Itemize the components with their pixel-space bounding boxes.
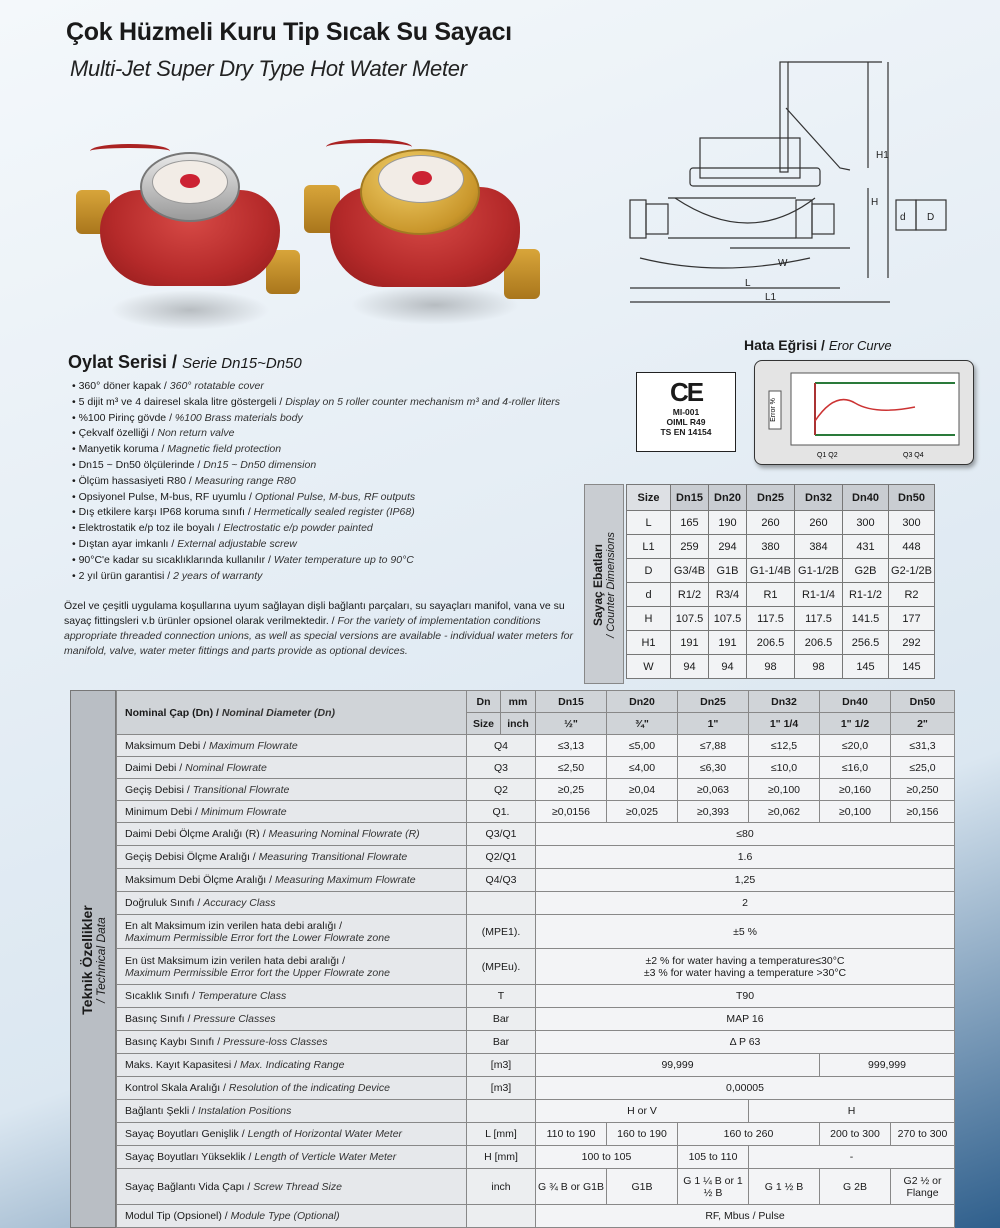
table-cell: 256.5 bbox=[843, 631, 889, 655]
row-label: Geçiş Debisi Ölçme Aralığı / Measuring Transitional Flowrate bbox=[117, 846, 467, 869]
table-cell: H [mm] bbox=[467, 1146, 536, 1169]
table-cell: ≤80 bbox=[536, 823, 955, 846]
table-cell: ≤20,0 bbox=[820, 735, 891, 757]
table-cell: Q3/Q1 bbox=[467, 823, 536, 846]
table-row bbox=[117, 949, 955, 985]
table-cell: 1,25 bbox=[536, 869, 955, 892]
table-cell: 0,00005 bbox=[536, 1077, 955, 1100]
table-header-cell: Dn15 bbox=[671, 485, 709, 511]
table-cell: ≥0,100 bbox=[749, 779, 820, 801]
row-label: Modul Tip (Opsionel) / Module Type (Optional) bbox=[117, 1205, 467, 1228]
table-cell: G 2B bbox=[820, 1169, 891, 1205]
table-row bbox=[627, 607, 935, 631]
row-label: Doğruluk Sınıfı / Accuracy Class bbox=[117, 892, 467, 915]
table-cell: 107.5 bbox=[709, 607, 747, 631]
table-cell: 94 bbox=[671, 655, 709, 679]
table-cell: Q2 bbox=[467, 779, 536, 801]
table-cell: R1 bbox=[747, 583, 795, 607]
table-cell: G2-1/2B bbox=[889, 559, 935, 583]
feature-item: • Dn15 ~ Dn50 ölçülerinde / Dn15 ~ Dn50 dimension bbox=[72, 458, 560, 474]
page-title: Çok Hüzmeli Kuru Tip Sıcak Su Sayacı bbox=[66, 18, 512, 46]
row-label: En alt Maksimum izin verilen hata debi aralığı / Maximum Permissible Error fort the Lower Flowrate zone bbox=[117, 915, 467, 949]
nominal-diameter-label: Nominal Çap (Dn) / Nominal Diameter (Dn) bbox=[117, 691, 467, 735]
table-cell: Q4/Q3 bbox=[467, 869, 536, 892]
table-cell: 191 bbox=[671, 631, 709, 655]
table-cell: 206.5 bbox=[795, 631, 843, 655]
table-cell: ≤7,88 bbox=[678, 735, 749, 757]
table-row bbox=[117, 1054, 955, 1077]
row-label: Daimi Debi Ölçme Aralığı (R) / Measuring Nominal Flowrate (R) bbox=[117, 823, 467, 846]
svg-text:Error %: Error % bbox=[770, 398, 777, 422]
table-cell: 380 bbox=[747, 535, 795, 559]
table-header-cell: Dn40 bbox=[843, 485, 889, 511]
table-row bbox=[117, 915, 955, 949]
table-cell: (MPEu). bbox=[467, 949, 536, 985]
dim-W-label: W bbox=[778, 258, 788, 269]
table-cell: 300 bbox=[843, 511, 889, 535]
table-row bbox=[627, 583, 935, 607]
table-row bbox=[117, 1123, 955, 1146]
table-cell: 98 bbox=[747, 655, 795, 679]
row-label: Kontrol Skala Aralığı / Resolution of the indicating Device bbox=[117, 1077, 467, 1100]
table-row bbox=[117, 801, 955, 823]
table-cell: ≥0,393 bbox=[678, 801, 749, 823]
table-cell: G 1 ½ B bbox=[749, 1169, 820, 1205]
table-cell: G1B bbox=[607, 1169, 678, 1205]
table-row bbox=[117, 1008, 955, 1031]
table-cell: [m3] bbox=[467, 1077, 536, 1100]
table-header-cell: Dn32 bbox=[795, 485, 843, 511]
row-label: En üst Maksimum izin verilen hata debi aralığı / Maximum Permissible Error fort the Upper Flowrate zone bbox=[117, 949, 467, 985]
table-cell: L [mm] bbox=[467, 1123, 536, 1146]
table-cell: ≥0,100 bbox=[820, 801, 891, 823]
table-cell: d bbox=[627, 583, 671, 607]
table-row bbox=[117, 823, 955, 846]
table-row bbox=[117, 869, 955, 892]
table-cell: L1 bbox=[627, 535, 671, 559]
table-cell: 270 to 300 bbox=[891, 1123, 955, 1146]
table-cell: Q4 bbox=[467, 735, 536, 757]
row-label: Geçiş Debisi / Transitional Flowrate bbox=[117, 779, 467, 801]
error-axis-label bbox=[769, 391, 781, 429]
table-header-cell: Dn25 bbox=[747, 485, 795, 511]
table-cell: 191 bbox=[709, 631, 747, 655]
table-cell: 99,999 bbox=[536, 1054, 820, 1077]
cert-line: TS EN 14154 bbox=[660, 427, 712, 437]
table-cell: R1/2 bbox=[671, 583, 709, 607]
feature-item: • 2 yıl ürün garantisi / 2 years of warranty bbox=[72, 569, 560, 585]
table-cell: W bbox=[627, 655, 671, 679]
table-cell: D bbox=[627, 559, 671, 583]
feature-item: • Çekvalf özelliği / Non return valve bbox=[72, 426, 560, 442]
cert-line: MI-001 bbox=[672, 407, 700, 417]
feature-list bbox=[72, 379, 560, 584]
table-cell: ≤3,13 bbox=[536, 735, 607, 757]
table-cell: [m3] bbox=[467, 1054, 536, 1077]
row-label: Maksimum Debi / Maximum Flowrate bbox=[117, 735, 467, 757]
table-cell: 999,999 bbox=[820, 1054, 955, 1077]
table-cell: ≥0,25 bbox=[536, 779, 607, 801]
table-cell: 300 bbox=[889, 511, 935, 535]
dim-L1-label: L1 bbox=[765, 292, 777, 303]
table-cell: 105 to 110 bbox=[678, 1146, 749, 1169]
row-label: Basınç Sınıfı / Pressure Classes bbox=[117, 1008, 467, 1031]
table-cell: 260 bbox=[747, 511, 795, 535]
row-label: Sayaç Boyutları Yükseklik / Length of Verticle Water Meter bbox=[117, 1146, 467, 1169]
table-cell: ≤4,00 bbox=[607, 757, 678, 779]
table-cell: 190 bbox=[709, 511, 747, 535]
feature-item: • Elektrostatik e/p toz ile boyalı / Electrostatic e/p powder painted bbox=[72, 521, 560, 537]
table-row bbox=[117, 1100, 955, 1123]
table-cell: ≥0,250 bbox=[891, 779, 955, 801]
table-header-row bbox=[627, 485, 935, 511]
row-label: Daimi Debi / Nominal Flowrate bbox=[117, 757, 467, 779]
table-cell: R3/4 bbox=[709, 583, 747, 607]
x-label-q1q2: Q1 Q2 bbox=[817, 452, 838, 459]
table-cell: 98 bbox=[795, 655, 843, 679]
table-cell: ≤2,50 bbox=[536, 757, 607, 779]
dimensions-table bbox=[626, 484, 935, 679]
table-cell: 200 to 300 bbox=[820, 1123, 891, 1146]
table-cell: ≤10,0 bbox=[749, 757, 820, 779]
table-cell: Δ P 63 bbox=[536, 1031, 955, 1054]
table-row bbox=[627, 631, 935, 655]
error-curve-chart bbox=[754, 360, 974, 465]
table-cell: T bbox=[467, 985, 536, 1008]
page-subtitle: Multi-Jet Super Dry Type Hot Water Meter bbox=[70, 56, 467, 81]
dim-H1-label: H1 bbox=[876, 150, 889, 161]
table-cell: H bbox=[749, 1100, 955, 1123]
table-cell: 448 bbox=[889, 535, 935, 559]
row-label: Maks. Kayıt Kapasitesi / Max. Indicating Range bbox=[117, 1054, 467, 1077]
table-cell: 145 bbox=[889, 655, 935, 679]
table-row bbox=[117, 1077, 955, 1100]
table-cell: ≥0,04 bbox=[607, 779, 678, 801]
error-curve-title: Hata Eğrisi / Eror Curve bbox=[744, 337, 892, 353]
table-row bbox=[117, 735, 955, 757]
technical-side-label: Teknik Özellikler / Technical Data bbox=[70, 690, 116, 1228]
table-cell: ≤16,0 bbox=[820, 757, 891, 779]
table-cell: G1-1/2B bbox=[795, 559, 843, 583]
feature-item: • Ölçüm hassasiyeti R80 / Measuring range R80 bbox=[72, 474, 560, 490]
certification-box bbox=[636, 372, 736, 452]
table-cell: ≥0,063 bbox=[678, 779, 749, 801]
table-cell: H bbox=[627, 607, 671, 631]
table-cell: 107.5 bbox=[671, 607, 709, 631]
table-cell: ≥0,156 bbox=[891, 801, 955, 823]
series-title-tr: Oylat Serisi / bbox=[68, 352, 178, 372]
feature-item: • Manyetik koruma / Magnetic field protection bbox=[72, 442, 560, 458]
table-row bbox=[117, 1146, 955, 1169]
table-cell: G1-1/4B bbox=[747, 559, 795, 583]
row-label: Sayaç Bağlantı Vida Çapı / Screw Thread Size bbox=[117, 1169, 467, 1205]
table-row bbox=[117, 846, 955, 869]
table-cell: (MPE1). bbox=[467, 915, 536, 949]
feature-item: • 360° döner kapak / 360° rotatable cover bbox=[72, 379, 560, 395]
dim-L-label: L bbox=[745, 278, 751, 289]
table-cell: 100 to 105 bbox=[536, 1146, 678, 1169]
table-cell: H1 bbox=[627, 631, 671, 655]
table-row bbox=[627, 559, 935, 583]
table-cell: 160 to 260 bbox=[678, 1123, 820, 1146]
table-cell: 160 to 190 bbox=[607, 1123, 678, 1146]
table-cell: ≥0,062 bbox=[749, 801, 820, 823]
table-cell: G 1 ¼ B or 1 ½ B bbox=[678, 1169, 749, 1205]
table-cell: 165 bbox=[671, 511, 709, 535]
row-label: Basınç Kaybı Sınıfı / Pressure-loss Classes bbox=[117, 1031, 467, 1054]
table-row bbox=[117, 892, 955, 915]
row-label: Maksimum Debi Ölçme Aralığı / Measuring Maximum Flowrate bbox=[117, 869, 467, 892]
table-cell: ≥0,0156 bbox=[536, 801, 607, 823]
table-cell: 1.6 bbox=[536, 846, 955, 869]
feature-item: • 90°C'e kadar su sıcaklıklarında kullanılır / Water temperature up to 90°C bbox=[72, 553, 560, 569]
table-row bbox=[627, 535, 935, 559]
table-cell: 117.5 bbox=[795, 607, 843, 631]
table-cell: ≤12,5 bbox=[749, 735, 820, 757]
table-cell: Q3 bbox=[467, 757, 536, 779]
table-cell: ≤31,3 bbox=[891, 735, 955, 757]
feature-item: • %100 Pirinç gövde / %100 Brass materials body bbox=[72, 411, 560, 427]
x-label-q3q4: Q3 Q4 bbox=[903, 452, 924, 459]
table-row bbox=[117, 1205, 955, 1228]
row-label: Sayaç Boyutları Genişlik / Length of Horizontal Water Meter bbox=[117, 1123, 467, 1146]
table-cell bbox=[467, 1100, 536, 1123]
cert-line: OIML R49 bbox=[666, 417, 706, 427]
feature-item: • Dış etkilere karşı IP68 koruma sınıfı / Hermetically sealed register (IP68) bbox=[72, 505, 560, 521]
dim-d-label: d bbox=[900, 212, 906, 223]
table-cell: R1-1/4 bbox=[795, 583, 843, 607]
table-row bbox=[117, 757, 955, 779]
table-cell: R1-1/2 bbox=[843, 583, 889, 607]
table-cell: 431 bbox=[843, 535, 889, 559]
table-cell: RF, Mbus / Pulse bbox=[536, 1205, 955, 1228]
table-cell: G ¾ B or G1B bbox=[536, 1169, 607, 1205]
row-label: Minimum Debi / Minimum Flowrate bbox=[117, 801, 467, 823]
table-cell: ≤6,30 bbox=[678, 757, 749, 779]
table-cell: MAP 16 bbox=[536, 1008, 955, 1031]
table-cell: ≥0,025 bbox=[607, 801, 678, 823]
table-row bbox=[117, 1169, 955, 1205]
row-label: Bağlantı Şekli / Instalation Positions bbox=[117, 1100, 467, 1123]
table-cell: H or V bbox=[536, 1100, 749, 1123]
table-header-cell: Dn20 bbox=[709, 485, 747, 511]
feature-item: • Opsiyonel Pulse, M-bus, RF uyumlu / Optional Pulse, M-bus, RF outputs bbox=[72, 490, 560, 506]
product-image-brass bbox=[300, 125, 550, 325]
table-cell: 259 bbox=[671, 535, 709, 559]
series-title-en: Serie Dn15~Dn50 bbox=[182, 355, 302, 372]
table-cell: ±2 % for water having a temperature≤30°C ±3 % for water having a temperature >30°C bbox=[536, 949, 955, 985]
table-cell: ±5 % bbox=[536, 915, 955, 949]
table-row bbox=[117, 985, 955, 1008]
table-cell bbox=[467, 1205, 536, 1228]
table-row bbox=[117, 779, 955, 801]
dim-H-label: H bbox=[871, 197, 879, 208]
table-cell: 206.5 bbox=[747, 631, 795, 655]
ce-mark: CE bbox=[669, 377, 703, 407]
table-cell: Q1. bbox=[467, 801, 536, 823]
row-label: Sıcaklık Sınıfı / Temperature Class bbox=[117, 985, 467, 1008]
description bbox=[64, 599, 584, 659]
table-cell: T90 bbox=[536, 985, 955, 1008]
table-cell: Q2/Q1 bbox=[467, 846, 536, 869]
table-cell: Bar bbox=[467, 1008, 536, 1031]
description-tr: Özel ve çeşitli uygulama koşullarına uyum sağlayan dişli bağlantı parçaları, su sayaçları manifol, vana ve su sayaç fittingsleri v.b ürünler opsionel olarak verilmektedir. / bbox=[64, 600, 565, 627]
table-cell: 141.5 bbox=[843, 607, 889, 631]
dimensions-side-label: Sayaç Ebatları / Counter Dimensions bbox=[584, 484, 624, 684]
table-cell: G2B bbox=[843, 559, 889, 583]
table-cell: 177 bbox=[889, 607, 935, 631]
table-row bbox=[117, 1031, 955, 1054]
series-title bbox=[68, 352, 302, 373]
table-cell: L bbox=[627, 511, 671, 535]
table-cell: G1B bbox=[709, 559, 747, 583]
table-cell: R2 bbox=[889, 583, 935, 607]
table-cell: 2 bbox=[536, 892, 955, 915]
table-row bbox=[627, 655, 935, 679]
product-image-chrome bbox=[70, 130, 310, 330]
table-header-cell: Dn50 bbox=[889, 485, 935, 511]
table-cell: 117.5 bbox=[747, 607, 795, 631]
table-cell: Bar bbox=[467, 1031, 536, 1054]
table-cell bbox=[467, 892, 536, 915]
table-cell: 294 bbox=[709, 535, 747, 559]
feature-item: • Dıştan ayar imkanlı / External adjustable screw bbox=[72, 537, 560, 553]
table-cell: 384 bbox=[795, 535, 843, 559]
technical-drawing bbox=[600, 48, 970, 318]
table-cell: G2 ½ or Flange bbox=[891, 1169, 955, 1205]
table-cell: 292 bbox=[889, 631, 935, 655]
dim-D-label: D bbox=[927, 212, 935, 223]
table-cell: ≥0,160 bbox=[820, 779, 891, 801]
table-cell: inch bbox=[467, 1169, 536, 1205]
table-cell: G3/4B bbox=[671, 559, 709, 583]
feature-item: • 5 dijit m³ ve 4 dairesel skala litre göstergeli / Display on 5 roller counter mechanism m³ and 4-roller liters bbox=[72, 395, 560, 411]
table-cell: 110 to 190 bbox=[536, 1123, 607, 1146]
description-en: For the variety of implementation conditions appropriate threaded connection unions, as well as special versions are available - individual water meters for manifold, valve, water meter fittings and parts provide as optional devices. bbox=[64, 615, 573, 657]
table-cell: ≤5,00 bbox=[607, 735, 678, 757]
table-cell: 260 bbox=[795, 511, 843, 535]
technical-table: Nominal Çap (Dn) / Nominal Diameter (Dn) Dn mm Dn15 Dn20 Dn25 Dn32 Dn40 Dn50 Size inch ½" ¾" 1" 1" 1/4 1" 1/2 2" Maksimum Debi / Maximum Flowrate Q4 ≤3,13 ≤5,00 ≤7,88 ≤12,5 ≤20,0 ≤31,3 Daimi Debi / Nominal Flowrate Q3 ≤2,50 ≤4,00 ≤6,30 ≤10,0 ≤16,0 ≤25,0 Geçiş Debisi / Transitional Flowrate Q2 ≥0,25 ≥0,04 ≥0,063 ≥0,100 ≥0,160 ≥0,250 Minimum Debi / Minimum Flowrate Q1. ≥0,0156 ≥0,025 ≥0,393 ≥0,062 ≥0,100 ≥0,156 Daimi Debi Ölçme Aralığı (R) / Measuring Nominal Flowrate (R) Q3/Q1 ≤80 Geçiş Debisi Ölçme Aralığı / Measuring Transitional Flowrate Q2/Q1 1.6 Maksimum Debi Ölçme Aralığı / Measuring Maximum Flowrate Q4/Q3 1,25 Doğruluk Sınıfı / Accuracy Class 2 En alt Maksimum izin verilen hata debi aralığı / Maximum Permissible Error fort the Lower Flowrate zone (MPE1). ±5 % En üst Maksimum izin verilen hata debi aralığı / Maximum Permissible Error fort the Upper Flowrate zone (MPEu). ±2 % for water having a temperature≤30°C ±3 % for water having a temperature >30°C Sıcaklık Sınıfı / Temperature Class T T90 Basınç Sınıfı / Pressure Classes Bar MAP 16 Basınç Kaybı Sınıfı / Pressure-loss Classes Bar Δ P 63 Maks. Kayıt Kapasitesi / Max. Indicating Range [m3] 99,999 999,999 Kontrol Skala Aralığı / Resolution of the indicating Device [m3] 0,00005 Bağlantı Şekli / Instalation Positions H or V H Sayaç Boyutları Genişlik / Length of Horizontal Water Meter L [mm] 110 to 190 160 to 190 160 to 260 200 to 300 270 to 300 Sayaç Boyutları Yükseklik / Length of Verticle Water Meter H [mm] 100 to 105 105 to 110 - Sayaç Bağlantı Vida Çapı / Screw Thread Size inch G ¾ B or G1B G1B G 1 ¼ B or 1 ½ B G 1 ½ B G 2B G2 ½ or Flange Modul Tip (Opsionel) / Module Type (Optional) RF, Mbus / Pulse bbox=[116, 690, 955, 1228]
table-row bbox=[627, 511, 935, 535]
table-cell: 94 bbox=[709, 655, 747, 679]
table-cell: - bbox=[749, 1146, 955, 1169]
table-cell: 145 bbox=[843, 655, 889, 679]
table-header-cell: Size bbox=[627, 485, 671, 511]
table-cell: ≤25,0 bbox=[891, 757, 955, 779]
